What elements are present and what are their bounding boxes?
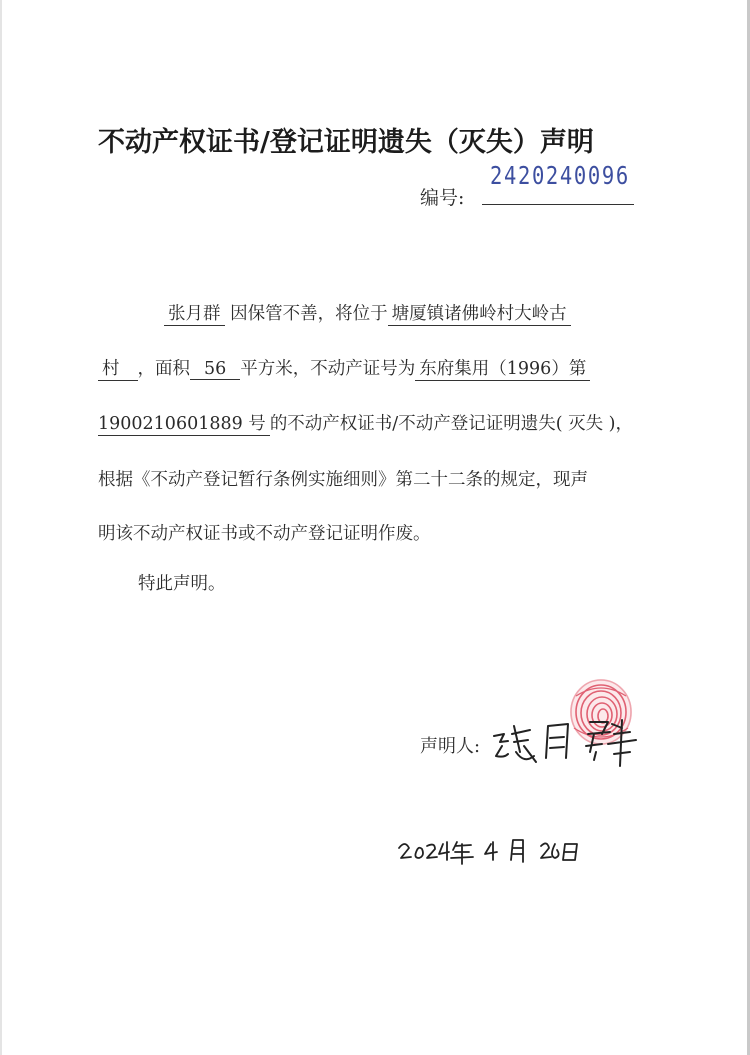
handwritten-signature — [490, 712, 640, 772]
declarant-name: 张月群 — [164, 304, 225, 326]
body-text-2: ，面积 — [137, 359, 190, 379]
declarant-label: 声明人: — [420, 736, 481, 757]
scan-edge-left — [0, 0, 2, 1055]
body-text-1: 因保管不善，将位于 — [230, 304, 388, 324]
document-title: 不动产权证书/登记证明遗失（灭失）声明 — [98, 127, 594, 158]
body-line-5: 明该不动产权证书或不动产登记证明作废。 — [98, 524, 431, 544]
body-text-3: 平方米，不动产证号为 — [240, 359, 416, 379]
location-part-a: 塘厦镇诸佛岭村大岭古 — [388, 304, 571, 326]
serial-underline — [482, 204, 634, 205]
body-line-2 — [98, 355, 590, 380]
location-part-b: 村 — [98, 359, 138, 381]
serial-label: 编号: — [420, 187, 465, 209]
area-value: 56 — [190, 359, 240, 380]
body-line-4: 根据《不动产登记暂行条例实施细则》第二十二条的规定，现声 — [98, 470, 588, 490]
handwritten-date — [395, 830, 595, 870]
body-line-3 — [98, 410, 633, 435]
body-line-1 — [98, 300, 571, 325]
cert-number-part-b: 1900210601889 号 — [98, 414, 270, 436]
cert-number-part-a: 东府集用（1996）第 — [415, 359, 590, 381]
serial-number-stamp: 2420240096 — [490, 161, 630, 190]
closing-statement: 特此声明。 — [138, 574, 226, 594]
body-text-4: 的不动产权证书/不动产登记证明遗失( 灭失 )， — [269, 414, 633, 434]
